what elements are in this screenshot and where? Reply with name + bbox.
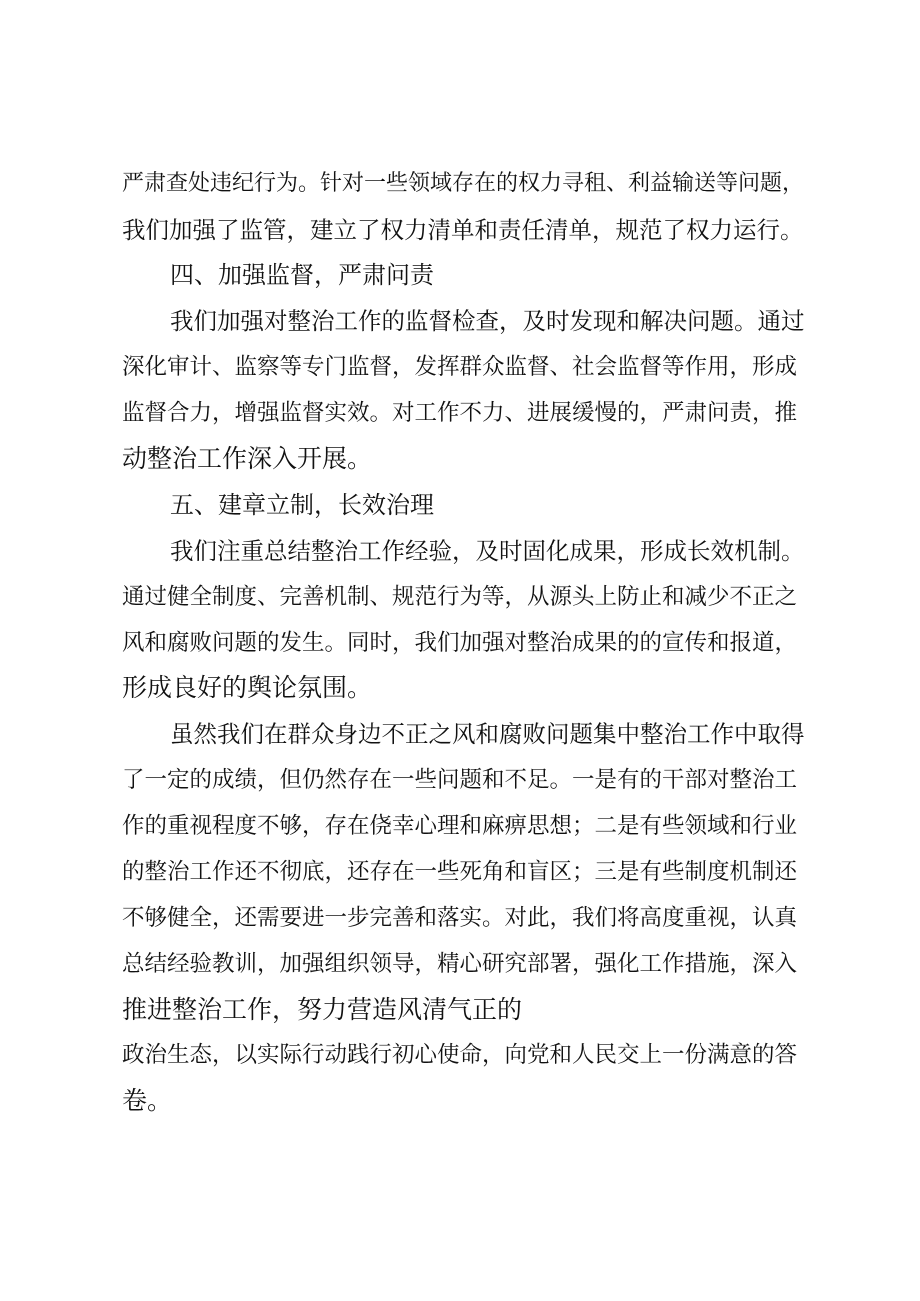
body-text-line: 的整治工作还不彻底，还存在一些死角和盲区；三是有些制度机制还 [122,859,798,885]
body-text-line: 推进整治工作，努力营造风清气正的 [122,995,523,1024]
body-text-line: 总结经验教训，加强组织领导，精心研究部署，强化工作措施，深入 [122,951,798,977]
body-text-line: 深化审计、监察等专门监督，发挥群众监督、社会监督等作用，形成 [122,354,798,380]
body-text-line: 卷。 [122,1086,173,1115]
body-text-line: 监督合力，增强监督实效。对工作不力、进展缓慢的，严肃问责，推 [122,400,798,426]
body-text-line: 不够健全，还需要进一步完善和落实。对此，我们将高度重视，认真 [122,905,798,931]
body-text-line: 政治生态，以实际行动践行初心使命，向党和人民交上一份满意的答 [122,1042,798,1068]
body-text-line: 了一定的成绩，但仍然存在一些问题和不足。一是有的干部对整治工 [122,767,798,793]
body-text-line: 我们加强对整治工作的监督检查，及时发现和解决问题。通过 [170,307,805,335]
body-text-line: 形成良好的舆论氛围。 [122,673,373,702]
body-text-line: 风和腐败问题的发生。同时，我们加强对整治成果的的宣传和报道， [122,630,798,656]
section-heading-5: 五、建章立制，长效治理 [170,491,434,519]
body-text-line: 作的重视程度不够，存在侥幸心理和麻痹思想；二是有些领域和行业 [122,813,798,839]
body-text-line: 动整治工作深入开展。 [122,444,373,473]
section-heading-4: 四、加强监督，严肃问责 [170,261,434,289]
body-text-line: 严肃查处违纪行为。针对一些领域存在的权力寻租、利益输送等问题， [122,171,805,196]
body-text-line: 虽然我们在群众身边不正之风和腐败问题集中整治工作中取得 [170,720,805,748]
body-text-line: 我们注重总结整治工作经验，及时固化成果，形成长效机制。 [170,537,805,565]
body-text-line: 我们加强了监管，建立了权力清单和责任清单，规范了权力运行。 [122,216,804,244]
body-text-line: 通过健全制度、完善机制、规范行为等，从源头上防止和减少不正之 [122,584,798,610]
